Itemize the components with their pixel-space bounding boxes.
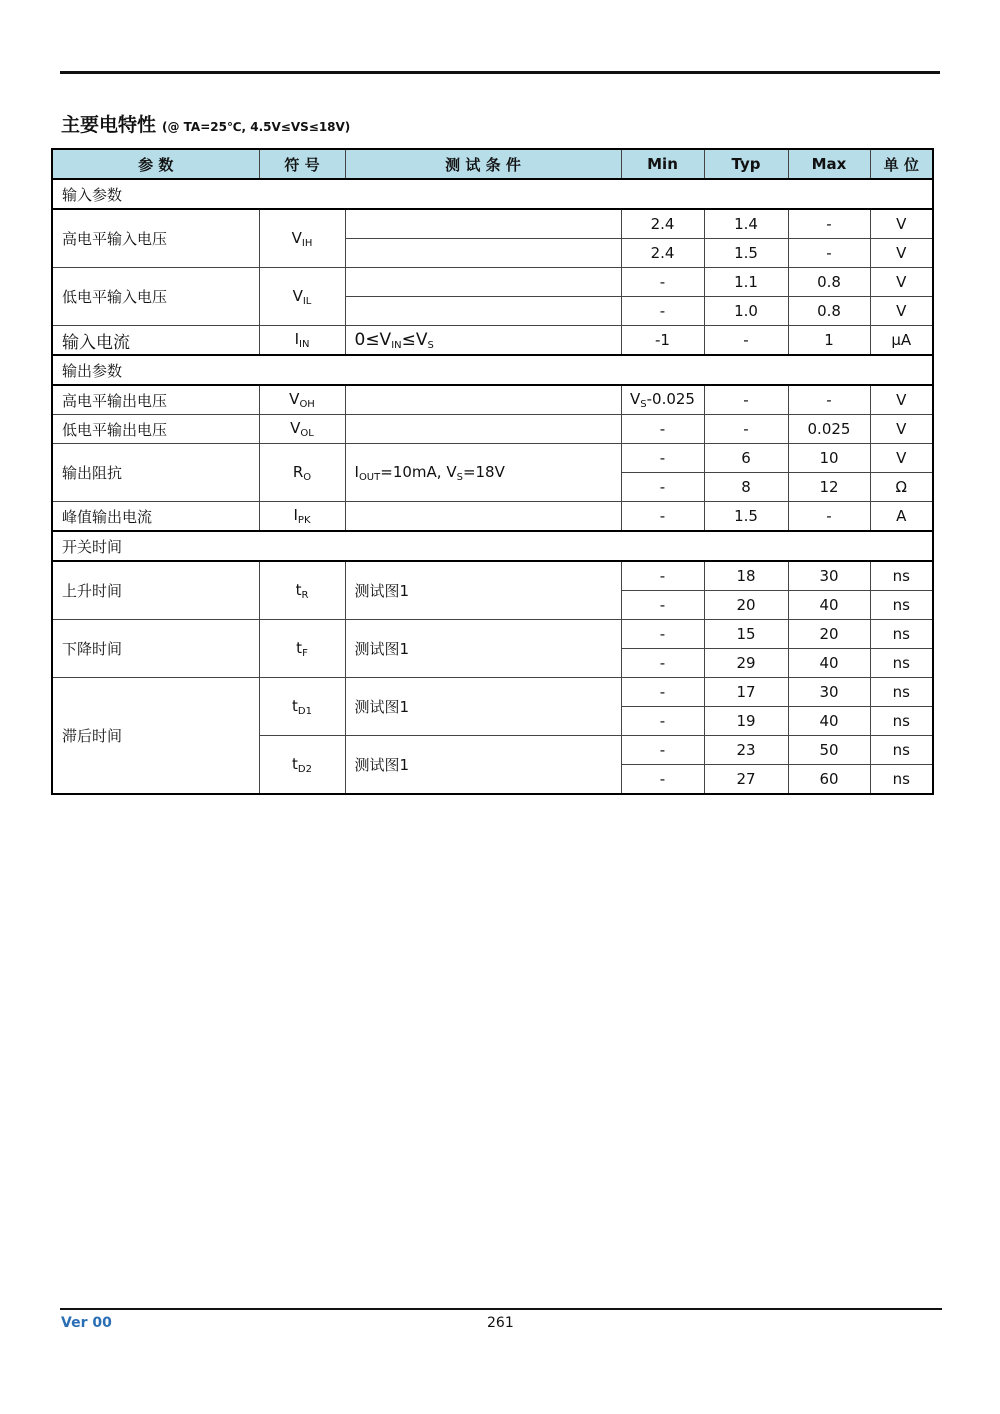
unit-cell: ns — [870, 649, 933, 678]
unit-cell: ns — [870, 620, 933, 649]
symbol-cell: $V_{IH}$ — [259, 209, 345, 268]
title-text: 主要电特性 — [61, 114, 157, 136]
page-number: 261 — [487, 1315, 514, 1331]
symbol-cell: $V_{IL}$ — [259, 268, 345, 326]
unit-cell: ns — [870, 678, 933, 707]
symbol-cell: $t_R$ — [259, 561, 345, 620]
table-row — [52, 502, 933, 532]
typ-cell: 23 — [704, 736, 788, 765]
max-cell: - — [788, 385, 870, 415]
symbol-cell: $t_{D1}$ — [259, 678, 345, 736]
max-cell: 10 — [788, 444, 870, 473]
table-row — [52, 415, 933, 444]
condition-cell — [345, 239, 621, 268]
unit-cell: V — [870, 297, 933, 326]
max-cell: 0.8 — [788, 297, 870, 326]
max-cell: 40 — [788, 707, 870, 736]
condition-cell: 测试图1 — [345, 678, 621, 736]
section-label: 输出参数 — [52, 355, 933, 385]
typ-cell: 15 — [704, 620, 788, 649]
condition-cell — [345, 209, 621, 239]
condition-cell: 测试图1 — [345, 620, 621, 678]
typ-cell: 1.5 — [704, 502, 788, 532]
max-cell: 40 — [788, 649, 870, 678]
header-rule — [60, 71, 940, 74]
table-row — [52, 620, 933, 649]
table-row — [52, 678, 933, 707]
max-cell: 30 — [788, 561, 870, 591]
symbol-cell: $I_{IN}$ — [259, 326, 345, 356]
unit-cell: A — [870, 502, 933, 532]
typ-cell: - — [704, 415, 788, 444]
typ-cell: 27 — [704, 765, 788, 795]
typ-cell: 29 — [704, 649, 788, 678]
footer-rule — [60, 1308, 942, 1310]
unit-cell: V — [870, 268, 933, 297]
header-unit: 单 位 — [870, 149, 933, 179]
condition-cell — [345, 297, 621, 326]
unit-cell: V — [870, 385, 933, 415]
table-row — [52, 444, 933, 473]
section-label: 开关时间 — [52, 531, 933, 561]
condition-cell — [345, 268, 621, 297]
param-cell: 输出阻抗 — [52, 444, 259, 502]
min-cell: $V_S-0.025$ — [621, 385, 704, 415]
max-cell: 20 — [788, 620, 870, 649]
unit-cell: V — [870, 209, 933, 239]
param-cell: 上升时间 — [52, 561, 259, 620]
condition-cell — [345, 385, 621, 415]
header-typ: Typ — [704, 149, 788, 179]
unit-cell: μA — [870, 326, 933, 356]
min-cell: - — [621, 620, 704, 649]
min-cell: - — [621, 444, 704, 473]
typ-cell: 20 — [704, 591, 788, 620]
condition-cell: 测试图1 — [345, 561, 621, 620]
typ-cell: 8 — [704, 473, 788, 502]
param-cell: 高电平输入电压 — [52, 209, 259, 268]
max-cell: 60 — [788, 765, 870, 795]
param-cell: 下降时间 — [52, 620, 259, 678]
typ-cell: 18 — [704, 561, 788, 591]
max-cell: - — [788, 209, 870, 239]
max-cell: 40 — [788, 591, 870, 620]
symbol-cell: $t_F$ — [259, 620, 345, 678]
condition-cell — [345, 415, 621, 444]
unit-cell: ns — [870, 736, 933, 765]
typ-cell: 6 — [704, 444, 788, 473]
max-cell: 50 — [788, 736, 870, 765]
section-row-output — [52, 355, 933, 385]
min-cell: - — [621, 473, 704, 502]
unit-cell: Ω — [870, 473, 933, 502]
header-max: Max — [788, 149, 870, 179]
symbol-cell: $I_{PK}$ — [259, 502, 345, 532]
unit-cell: ns — [870, 591, 933, 620]
max-cell: 30 — [788, 678, 870, 707]
table-row — [52, 326, 933, 356]
min-cell: -1 — [621, 326, 704, 356]
header-min: Min — [621, 149, 704, 179]
unit-cell: ns — [870, 707, 933, 736]
symbol-cell: $t_{D2}$ — [259, 736, 345, 795]
param-cell: 低电平输入电压 — [52, 268, 259, 326]
param-cell: 滞后时间 — [52, 678, 259, 795]
param-cell: 输入电流 — [52, 326, 259, 356]
symbol-cell: $R_O$ — [259, 444, 345, 502]
unit-cell: V — [870, 415, 933, 444]
unit-cell: ns — [870, 561, 933, 591]
param-cell: 峰值输出电流 — [52, 502, 259, 532]
max-cell: - — [788, 239, 870, 268]
max-cell: 1 — [788, 326, 870, 356]
min-cell: - — [621, 561, 704, 591]
typ-cell: 1.5 — [704, 239, 788, 268]
electrical-characteristics-table — [51, 148, 934, 795]
max-cell: 0.025 — [788, 415, 870, 444]
param-cell: 高电平输出电压 — [52, 385, 259, 415]
header-condition: 测 试 条 件 — [345, 149, 621, 179]
param-cell: 低电平输出电压 — [52, 415, 259, 444]
min-cell: - — [621, 649, 704, 678]
typ-cell: 1.0 — [704, 297, 788, 326]
table-row — [52, 561, 933, 591]
typ-cell: 17 — [704, 678, 788, 707]
header-row — [52, 149, 933, 179]
table-row — [52, 385, 933, 415]
version-label: Ver 00 — [61, 1315, 112, 1331]
min-cell: - — [621, 765, 704, 795]
typ-cell: 1.1 — [704, 268, 788, 297]
min-cell: - — [621, 297, 704, 326]
min-cell: 2.4 — [621, 239, 704, 268]
section-title — [61, 110, 350, 137]
header-symbol: 符 号 — [259, 149, 345, 179]
min-cell: - — [621, 415, 704, 444]
condition-cell — [345, 502, 621, 532]
symbol-cell: $V_{OL}$ — [259, 415, 345, 444]
table-row — [52, 209, 933, 239]
condition-cell: $0\le V_{IN}\le V_S$ — [345, 326, 621, 356]
condition-cell: $I_{OUT}=10mA$, $V_S=18V$ — [345, 444, 621, 502]
unit-cell: ns — [870, 765, 933, 795]
symbol-cell: $V_{OH}$ — [259, 385, 345, 415]
condition-cell: 测试图1 — [345, 736, 621, 795]
min-cell: - — [621, 736, 704, 765]
max-cell: 0.8 — [788, 268, 870, 297]
section-row-input — [52, 179, 933, 209]
typ-cell: 19 — [704, 707, 788, 736]
section-row-switching — [52, 531, 933, 561]
title-condition: (@ TA=25℃, 4.5V≤VS≤18V) — [162, 120, 351, 134]
table-row — [52, 268, 933, 297]
header-param: 参 数 — [52, 149, 259, 179]
unit-cell: V — [870, 239, 933, 268]
min-cell: - — [621, 268, 704, 297]
min-cell: - — [621, 591, 704, 620]
max-cell: 12 — [788, 473, 870, 502]
min-cell: - — [621, 707, 704, 736]
unit-cell: V — [870, 444, 933, 473]
min-cell: - — [621, 502, 704, 532]
max-cell: - — [788, 502, 870, 532]
section-label: 输入参数 — [52, 179, 933, 209]
min-cell: 2.4 — [621, 209, 704, 239]
typ-cell: 1.4 — [704, 209, 788, 239]
min-cell: - — [621, 678, 704, 707]
typ-cell: - — [704, 326, 788, 356]
typ-cell: - — [704, 385, 788, 415]
